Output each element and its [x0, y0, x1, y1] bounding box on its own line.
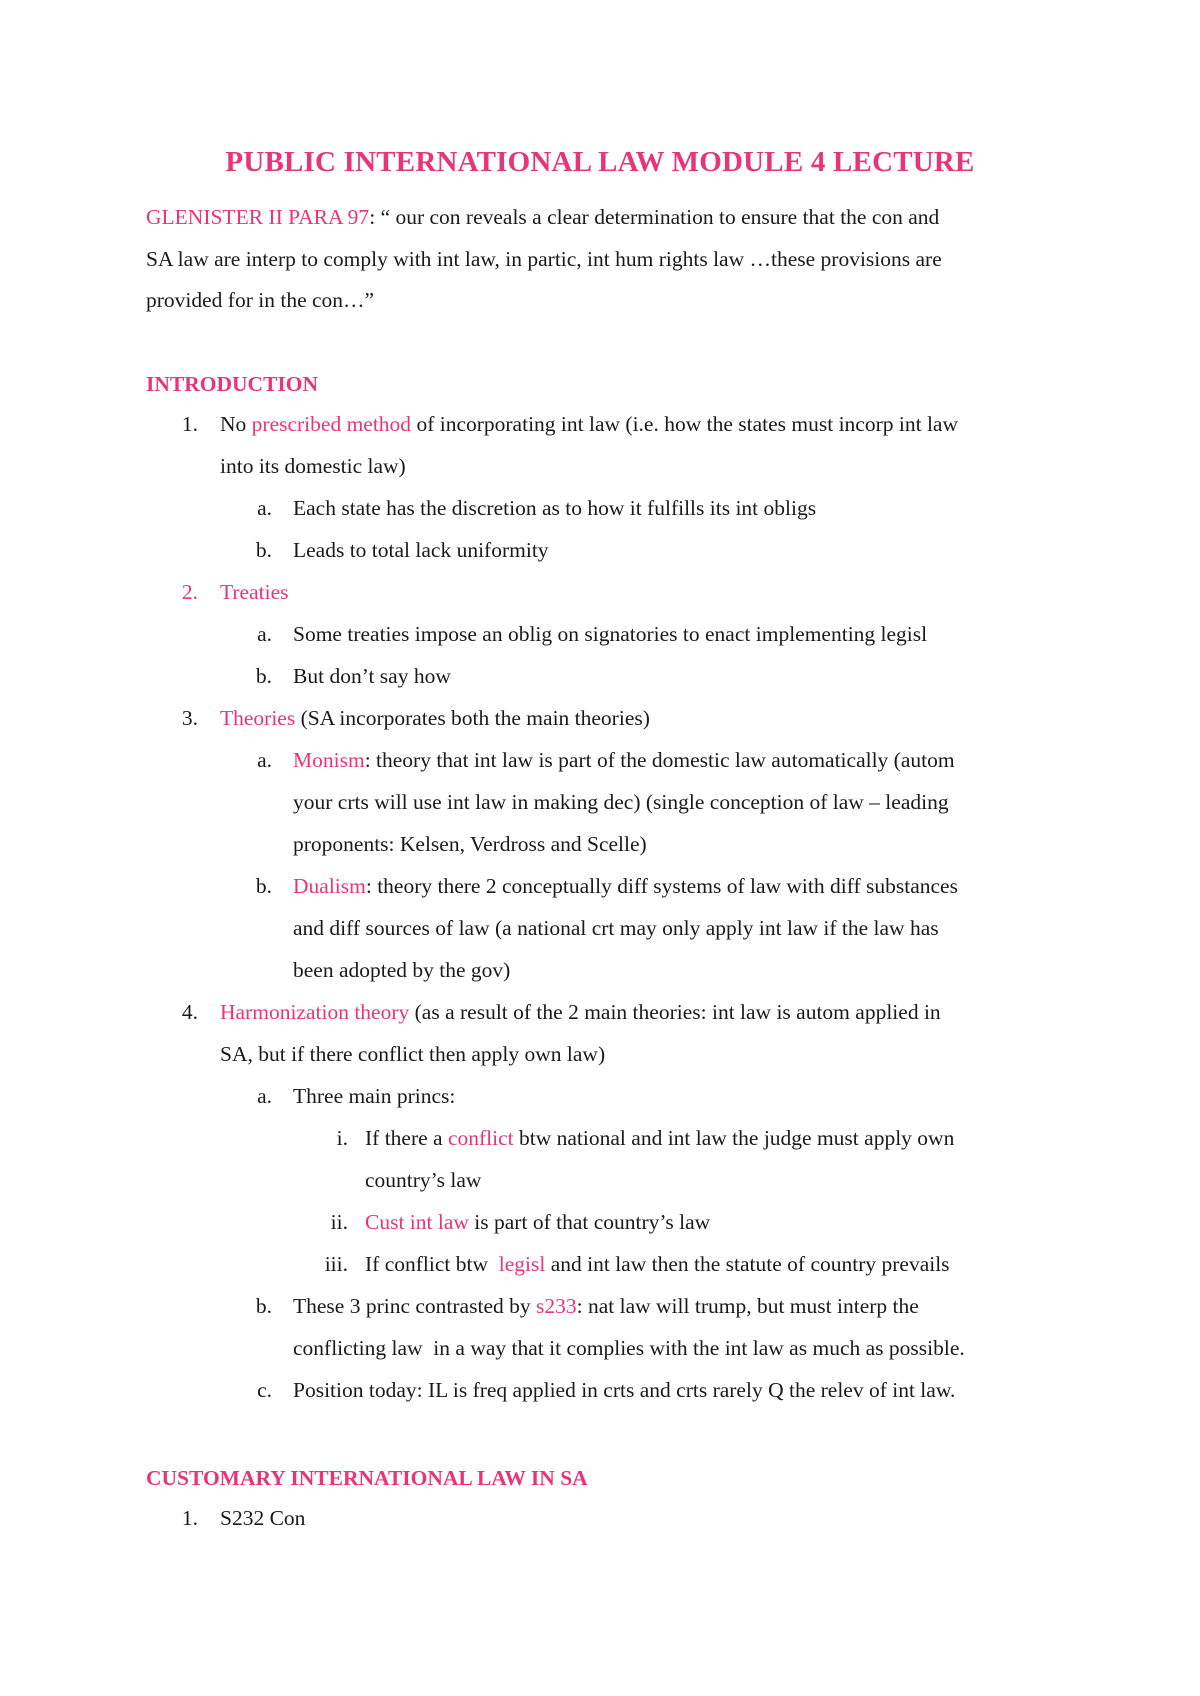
list-item-text: of incorporating int law (i.e. how the states must incorp int law	[411, 412, 959, 436]
list-item-1a: Each state has the discretion as to how it fulfills its int obligs	[293, 496, 817, 520]
list-marker: c.	[257, 1378, 272, 1402]
list-item-text: : nat law will trump, but must interp the	[576, 1294, 919, 1318]
list-marker: 4.	[181, 1000, 198, 1024]
list-item-4a-iii	[365, 1244, 950, 1286]
list-item-2a: Some treaties impose an oblig on signatories to enact implementing legisl	[293, 622, 928, 646]
list-marker: iii.	[324, 1252, 348, 1276]
list-item-text: If there a	[365, 1126, 448, 1150]
keyword-dualism: Dualism	[293, 874, 366, 898]
list-item-3b	[293, 866, 958, 908]
list-marker: b.	[255, 874, 272, 898]
list-item-text: : theory there 2 conceptually diff systems of law with diff substances	[365, 874, 958, 898]
list-item-text: btw national and int law the judge must apply own	[513, 1126, 955, 1150]
list-item-3	[220, 698, 650, 740]
list-item-4a: Three main princs:	[293, 1084, 456, 1108]
quote-line-3: provided for in the con…”	[146, 288, 375, 312]
list-item-4a-i-line-2: country’s law	[365, 1168, 482, 1192]
list-marker: a.	[257, 1084, 272, 1108]
keyword-monism: Monism	[293, 748, 365, 772]
list-item-text: and int law then the statute of country prevails	[545, 1252, 950, 1276]
list-marker: 3.	[181, 706, 198, 730]
list-item-4	[220, 992, 941, 1034]
list-item-2: Treaties	[220, 580, 289, 604]
keyword-legisl: legisl	[498, 1252, 546, 1276]
quote-label: GLENISTER II PARA 97	[146, 205, 370, 229]
list-item-4-line-2: SA, but if there conflict then apply own law)	[220, 1042, 606, 1066]
quote-line-1	[146, 197, 1066, 239]
list-item-1b: Leads to total lack uniformity	[293, 538, 549, 562]
list-item-text: (SA incorporates both the main theories)	[295, 706, 650, 730]
keyword-cust-int-law: Cust int law	[365, 1210, 469, 1234]
list-marker: b.	[255, 664, 272, 688]
quote-line-2: SA law are interp to comply with int law, in partic, int hum rights law …these provisions are	[146, 246, 942, 271]
list-marker: i.	[336, 1126, 348, 1150]
page-title: PUBLIC INTERNATIONAL LAW MODULE 4 LECTURE	[225, 146, 975, 178]
list-item-text: (as a result of the 2 main theories: int law is autom applied in	[409, 1000, 941, 1024]
customary-heading: CUSTOMARY INTERNATIONAL LAW IN SA	[146, 1466, 588, 1490]
list-item-text: is part of that country’s law	[468, 1210, 711, 1234]
list-marker: b.	[255, 1294, 272, 1318]
list-item-text: If conflict btw	[365, 1252, 499, 1276]
keyword-theories: Theories	[220, 706, 296, 730]
list-marker: ii.	[330, 1210, 348, 1234]
introduction-heading: INTRODUCTION	[146, 372, 319, 396]
list-marker: 1.	[181, 412, 198, 436]
list-item-4b	[293, 1286, 919, 1328]
glenister-quote	[146, 197, 1066, 322]
list-item-3b-line-3: been adopted by the gov)	[293, 958, 511, 982]
list-item-3a-line-3: proponents: Kelsen, Verdross and Scelle)	[293, 832, 647, 856]
list-marker: a.	[257, 622, 272, 646]
list-item-3b-line-2: and diff sources of law (a national crt may only apply int law if the law has	[293, 916, 939, 940]
keyword-harmonization-theory: Harmonization theory	[220, 1000, 410, 1024]
list-marker: a.	[257, 496, 272, 520]
keyword-prescribed-method: prescribed method	[251, 412, 412, 436]
keyword-s233: s233	[536, 1294, 577, 1318]
list-marker: b.	[255, 538, 272, 562]
list-item-4a-i	[365, 1118, 954, 1160]
list-marker: 1.	[181, 1506, 198, 1530]
list-item-3a-line-2: your crts will use int law in making dec) (single conception of law – leading	[293, 790, 949, 814]
list-marker: 2.	[181, 580, 198, 604]
list-item-2b: But don’t say how	[293, 664, 451, 688]
list-marker: a.	[257, 748, 272, 772]
list-item-4c: Position today: IL is freq applied in crts and crts rarely Q the relev of int law.	[293, 1378, 956, 1402]
list-item-1-line-2: into its domestic law)	[220, 454, 406, 478]
keyword-conflict: conflict	[447, 1126, 514, 1150]
quote-text-1: : “ our con reveals a clear determination to ensure that the con and	[369, 205, 940, 229]
list-item-text: These 3 princ contrasted by	[293, 1294, 536, 1318]
list-item-4b-line-2: conflicting law in a way that it complies with the int law as much as possible.	[293, 1336, 965, 1360]
customary-item-1: S232 Con	[220, 1506, 306, 1530]
list-item-3a	[293, 740, 955, 782]
list-item-1	[220, 404, 958, 446]
list-item-text: No	[220, 412, 252, 436]
list-item-4a-ii	[365, 1202, 710, 1244]
list-item-text: : theory that int law is part of the domestic law automatically (autom	[364, 748, 955, 772]
